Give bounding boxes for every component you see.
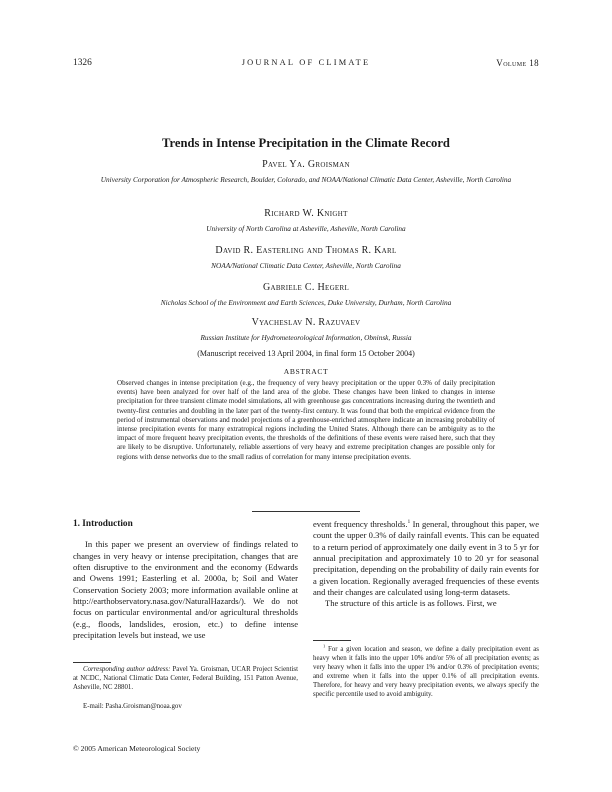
author-name: Gabriele C. Hegerl [262,282,350,293]
author-affiliation: Russian Institute for Hydrometeorological Information, Obninsk, Russia [200,333,412,342]
volume-label: Volume [496,58,527,68]
intro-paragraph-continued [313,519,539,598]
intro-text: In general, throughout this paper, we count the upper 0.3% of daily rainfall events. This can be equated to a return period of approximately one daily event in 3 to 5 yr for annual precipitation and approximately 10 to 20 yr for seasonal precipitation, depending on the probability of daily rain events for a given location. Regionally averaged frequencies of these events and their changes are calculated using long-term datasets. [313,519,539,598]
section-divider [252,511,360,512]
author-affiliation: Nicholas School of the Environment and Earth Sciences, Duke University, Durham, North Carolina [160,298,452,307]
copyright-notice: © 2005 American Meteorological Society [73,744,201,753]
corresponding-label: Corresponding author address: [83,666,171,673]
author-name: David R. Easterling and Thomas R. Karl [215,245,397,256]
abstract-text: Observed changes in intense precipitation (e.g., the frequency of very heavy precipitation or the upper 0.3% of daily precipitation events) have been analyzed for over half of the land area of the globe. These changes have been linked to changes in intense precipitation for three transient climate model simulations, all with greenhouse gas concentrations increasing during the twentieth and twenty-first centuries and doubling in the later part of the twenty-first century. It was found that both the empirical evidence from the period of instrumental observations and model projections of a greenhouse-enriched atmosphere indicate an increasing probability of intense precipitation events for many extratropical regions including the United States. Although there can be ambiguity as to the impact of more frequent heavy precipitation events, the thresholds of the definitions of these events were raised here, such that they are likely to be disruptive. Unfortunately, reliable assertions of very heavy and extreme precipitation changes are possible only for regions with dense networks due to the small radius of correlation for many intense precipitation events. [117,379,495,461]
footnote-text: For a given location and season, we define a daily precipitation event as heavy when it falls into the upper 10% and/or 5% of all precipitation events; as very heavy when it falls into the upper 1% and/or 0.3% of precipitation events; and extreme when it falls into the upper 0.1% of all precipitation events. Therefore, for heavy and very heavy precipitation events, we always specify the specific percentile used to avoid ambiguity. [313,646,539,698]
intro-paragraph: In this paper we present an overview of findings related to changes in very heavy or intense precipitation, changes that are often disruptive to the environment and the economy (Edwards and Owens 1991; Easterling et al. 2000a, b; Soil and Water Conservation Society 2003; more information available online at http://earthobservatory.nasa.gov/NaturalHazards/). We do not focus on particular environmental and/or agricultural thresholds (e.g., floods, landslides, erosion, etc.) to define intense precipitation levels but instead, we use [73,539,298,641]
author-affiliation: University of North Carolina at Asheville, Asheville, North Carolina [206,224,406,233]
section-heading: 1. Introduction [73,519,133,529]
intro-text: event frequency thresholds. [313,519,408,529]
corresponding-text: Pavel Ya. Groisman, UCAR Project Scientist at NCDC, National Climatic Data Center, Federal Building, 151 Patton Avenue, Asheville, NC 28801. [73,666,299,691]
manuscript-received: (Manuscript received 13 April 2004, in final form 15 October 2004) [197,349,415,358]
left-column [73,519,298,641]
author-name: Richard W. Knight [264,208,348,219]
footnote [313,643,539,699]
intro-paragraph: The structure of this article is as follows. First, we [325,598,497,609]
corresponding-email: E-mail: Pasha.Groisman@noaa.gov [83,703,182,710]
abstract-heading: ABSTRACT [283,367,329,376]
corresponding-author [73,666,298,693]
footnote-rule [73,662,111,663]
running-header [73,58,539,70]
volume-info [496,58,539,68]
page-number: 1326 [73,58,92,68]
author-affiliation: University Corporation for Atmospheric Research, Boulder, Colorado, and NOAA/National Climatic Data Center, Asheville, North Carolina [100,175,512,184]
author-name: Vyacheslav N. Razuvaev [251,317,361,328]
author-name: Pavel Ya. Groisman [262,159,350,170]
footnote-mark: 1 [323,643,326,649]
right-column [313,519,539,610]
volume-number: 18 [529,58,539,68]
footnote-reference: 1 [407,519,411,526]
author-affiliation: NOAA/National Climatic Data Center, Asheville, North Carolina [211,261,401,270]
paper-title: Trends in Intense Precipitation in the Climate Record [162,136,450,150]
footnote-rule [313,640,351,641]
journal-name: JOURNAL OF CLIMATE [241,58,371,67]
